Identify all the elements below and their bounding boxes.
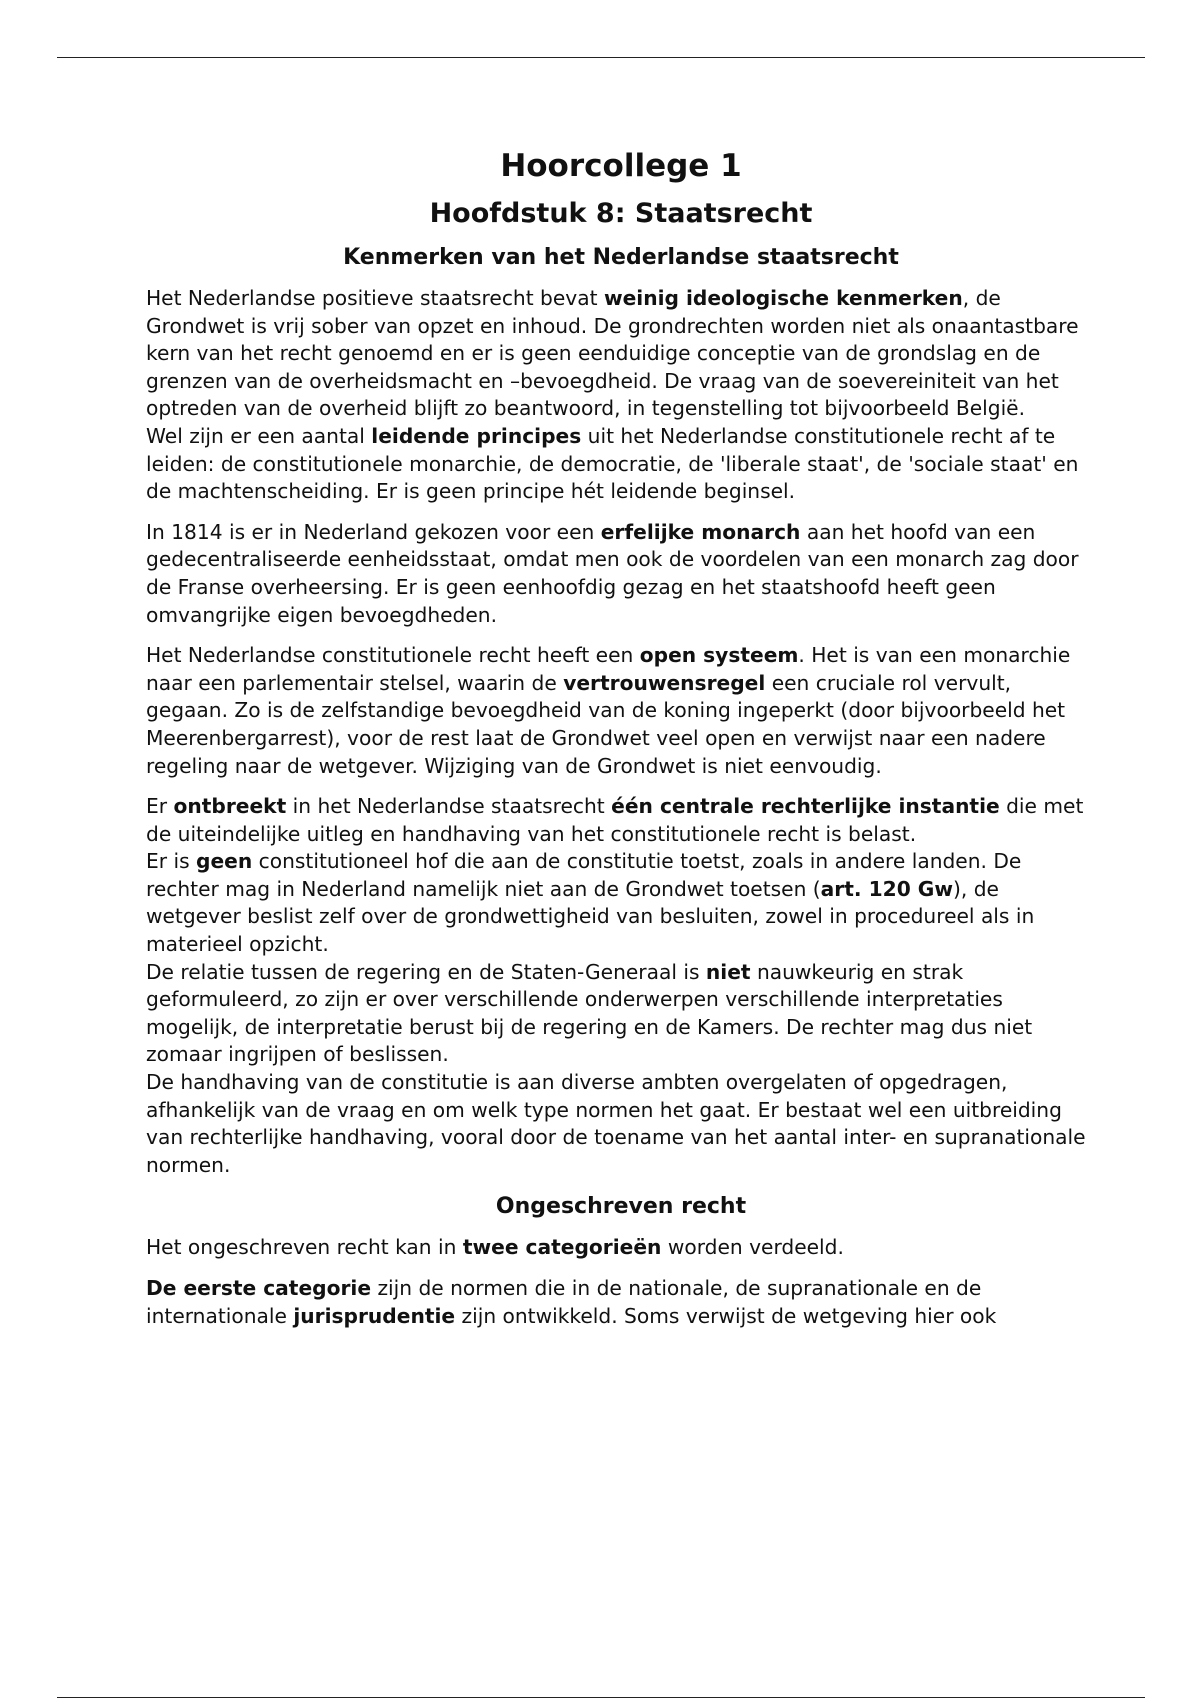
paragraph-eerste-categorie: De eerste categorie zijn de normen die in de nationale, de supranationale en de internationale jurisprudentie zijn ontwikkeld. Soms verwijst de wetgeving hier ook — [146, 1276, 997, 1328]
paragraph-open-systeem: Het Nederlandse constitutionele recht heeft een open systeem. Het is van een monarchie naar een parlementair stelsel, waarin de vertrouwensregel een cruciale rol vervult, gegaan. Zo is de zelfstandige bevoegdheid van de koning ingeperkt (door bijvoorbeeld het Meerenbergarrest), voor de rest laat de Grondwet veel open en verwijst naar een nadere regeling naar de wetgever. Wijziging van de Grondwet is niet eenvoudig. — [146, 643, 1071, 778]
section-heading-kenmerken: Kenmerken van het Nederlandse staatsrecht — [343, 245, 899, 270]
paragraph-constitutioneel-hof: Er is geen constitutioneel hof die aan de constitutie toetst, zoals in andere landen. De rechter mag in Nederland namelijk niet aan de Grondwet toetsen (art. 120 Gw), de wetgever beslist zelf over de grondwettigheid van besluiten, zowel in procedureel als in materieel opzicht. — [146, 849, 1035, 957]
document-body — [146, 138, 1096, 1330]
chapter-heading: Hoofdstuk 8: Staatsrecht — [429, 198, 813, 229]
paragraph-twee-categorieen: Het ongeschreven recht kan in twee categorieën worden verdeeld. — [146, 1235, 844, 1260]
header-rule — [57, 57, 1145, 58]
paragraph-regering-staten-generaal: De relatie tussen de regering en de Staten-Generaal is niet nauwkeurig en strak geformuleerd, zo zijn er over verschillende onderwerpen verschillende interpretaties mogelijk, de interpretatie berust bij de regering en de Kamers. De rechter mag dus niet zomaar ingrijpen of beslissen. — [146, 959, 1033, 1067]
paragraph-leidende-principes: Wel zijn er een aantal leidende principes uit het Nederlandse constitutionele recht af te leiden: de constitutionele monarchie, de democratie, de 'liberale staat', de 'sociale staat' en de machtenscheiding. Er is geen principe hét leidende beginsel. — [146, 423, 1079, 504]
document-title: Hoorcollege 1 — [500, 148, 742, 184]
paragraph-ideologische-kenmerken: Het Nederlandse positieve staatsrecht bevat weinig ideologische kenmerken, de Grondwet is vrij sober van opzet en inhoud. De grondrechten worden niet als onaantastbare kern van het recht genoemd en er is geen eenduidige conceptie van de grondslag en de grenzen van de overheidsmacht en –bevoegdheid. De vraag van de soevereiniteit van het optreden van de overheid blijft zo beantwoord, in tegenstelling tot bijvoorbeeld België. — [146, 286, 1079, 421]
paragraph-handhaving-constitutie: De handhaving van de constitutie is aan diverse ambten overgelaten of opgedragen, afhankelijk van de vraag en om welk type normen het gaat. Er bestaat wel een uitbreiding van rechterlijke handhaving, vooral door de toename van het aantal inter- en supranationale normen. — [146, 1070, 1086, 1177]
section-heading-ongeschreven-recht: Ongeschreven recht — [495, 1194, 747, 1220]
paragraph-erfelijke-monarch: In 1814 is er in Nederland gekozen voor een erfelijke monarch aan het hoofd van een gedecentraliseerde eenheidsstaat, omdat men ook de voordelen van een monarch zag door de Franse overheersing. Er is geen eenhoofdig gezag en het staatshoofd heeft geen omvangrijke eigen bevoegdheden. — [146, 519, 1079, 627]
paragraph-rechterlijke-instantie: Er ontbreekt in het Nederlandse staatsrecht één centrale rechterlijke instantie die met de uiteindelijke uitleg en handhaving van het constitutionele recht is belast. — [146, 794, 1084, 846]
footer-rule — [57, 1697, 1145, 1698]
